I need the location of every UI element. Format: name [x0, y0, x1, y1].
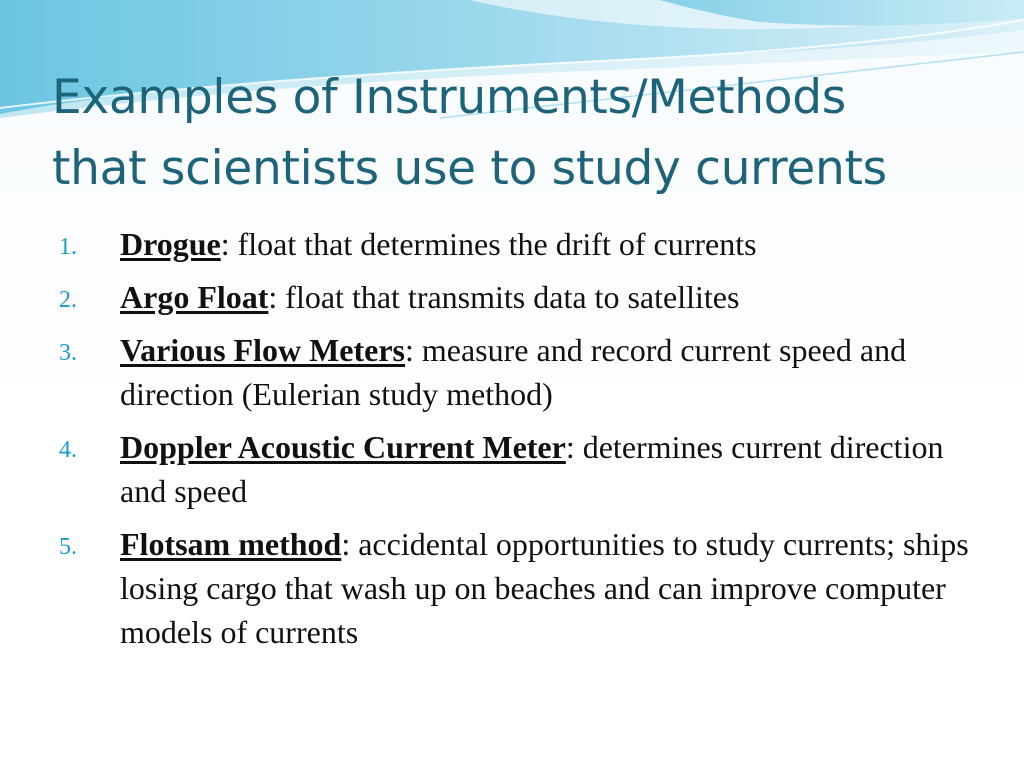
- list-item-flow-meters: [0, 328, 1024, 416]
- item-number: 3.: [59, 340, 77, 366]
- item-text: [120, 222, 990, 266]
- list-item-drogue: [0, 222, 1024, 266]
- list-item-argo-float: [0, 275, 1024, 319]
- item-description: : float that transmits data to satellites: [268, 279, 740, 315]
- item-description: : accidental opportunities to study currents; ships losing cargo that wash up on beaches and can improve computer models of currents: [120, 526, 969, 650]
- item-number: 5.: [59, 534, 77, 560]
- item-term: Flotsam method: [120, 526, 342, 562]
- list-item-doppler-meter: [0, 425, 1024, 513]
- item-term: Various Flow Meters: [120, 332, 405, 368]
- title-line-2: that scientists use to study currents: [52, 141, 887, 196]
- title-line-1: Examples of Instruments/Methods: [52, 70, 846, 125]
- item-text: [120, 425, 990, 513]
- item-term: Argo Float: [120, 279, 269, 315]
- item-number: 2.: [59, 287, 77, 313]
- item-text: [120, 275, 990, 319]
- instrument-list: [0, 222, 1024, 663]
- item-description: : float that determines the drift of currents: [220, 226, 757, 262]
- item-number: 1.: [59, 234, 77, 260]
- list-item-flotsam-method: [0, 522, 1024, 654]
- item-description: : measure and record current speed and direction (Eulerian study method): [120, 332, 907, 412]
- item-text: [120, 328, 990, 416]
- item-description: : determines current direction and speed: [120, 429, 944, 509]
- item-term: Drogue: [120, 226, 221, 262]
- item-term: Doppler Acoustic Current Meter: [120, 429, 566, 465]
- item-text: [120, 522, 990, 654]
- slide-title: [52, 62, 1002, 204]
- item-number: 4.: [59, 437, 77, 463]
